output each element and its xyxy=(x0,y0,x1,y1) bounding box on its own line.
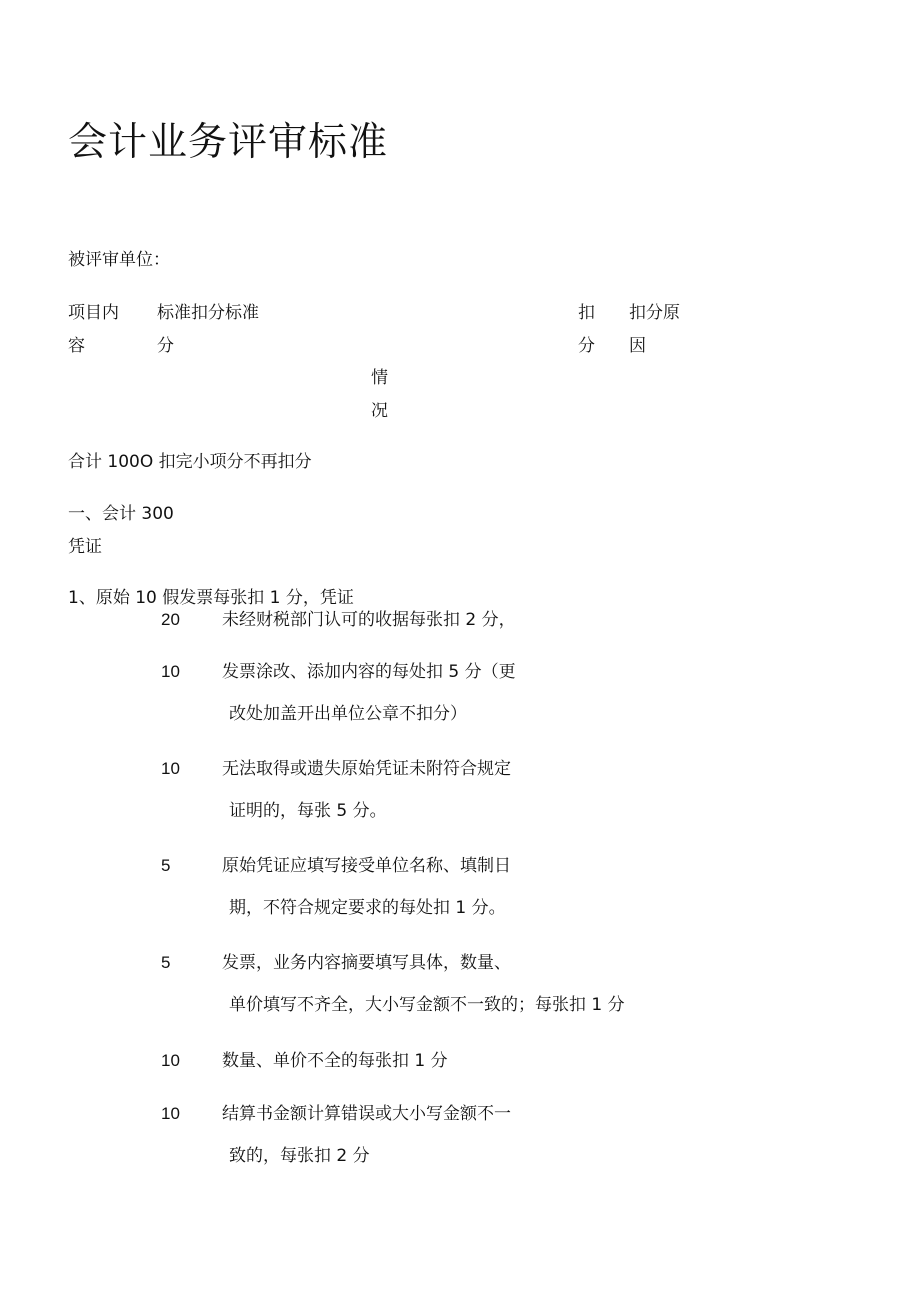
reviewed-unit-label: 被评审单位： xyxy=(68,250,170,270)
row-score: 10 xyxy=(161,1104,180,1123)
section-heading-line2: 凭证 xyxy=(68,537,102,557)
row-text: 数量、单价不全的每张扣 1 分 xyxy=(222,1051,448,1071)
row-text: 结算书金额计算错误或大小写金额不一 xyxy=(222,1104,511,1124)
header-deduct-line2: 分 xyxy=(578,336,595,356)
row-text: 发票涂改、添加内容的每处扣 5 分（更 xyxy=(222,662,516,682)
header-reason-line2: 因 xyxy=(629,336,646,356)
header-reason-line1: 扣分原 xyxy=(629,303,680,323)
header-situation-line1: 情 xyxy=(371,368,388,388)
row-text-continued: 期，不符合规定要求的每处扣 1 分。 xyxy=(229,898,506,918)
row-text-continued: 改处加盖开出单位公章不扣分） xyxy=(229,704,467,724)
row-score: 5 xyxy=(161,953,171,972)
row-score: 10 xyxy=(161,1051,180,1070)
row-text-continued: 单价填写不齐全，大小写金额不一致的；每张扣 1 分 xyxy=(229,995,625,1015)
row-score: 10 xyxy=(161,759,180,778)
header-standard-line1: 标准扣分标准 xyxy=(157,303,259,323)
header-standard-line2: 分 xyxy=(157,336,174,356)
row-text-continued: 致的，每张扣 2 分 xyxy=(229,1146,370,1166)
header-situation-line2: 况 xyxy=(371,401,388,421)
document-title: 会计业务评审标准 xyxy=(68,120,389,165)
row-score: 5 xyxy=(161,856,171,875)
row-text: 原始凭证应填写接受单位名称、填制日 xyxy=(222,856,511,876)
row-score: 10 xyxy=(161,662,180,681)
total-line: 合计 100O 扣完小项分不再扣分 xyxy=(68,452,312,472)
section-heading-line1: 一、会计 300 xyxy=(68,504,174,524)
row-text-continued: 证明的，每张 5 分。 xyxy=(229,801,387,821)
header-project-line2: 容 xyxy=(68,336,85,356)
row-text: 无法取得或遗失原始凭证未附符合规定 xyxy=(222,759,511,779)
item-1-line: 1、原始 10 假发票每张扣 1 分，凭证 xyxy=(68,588,354,608)
row-score: 20 xyxy=(161,610,180,629)
row-text: 未经财税部门认可的收据每张扣 2 分， xyxy=(222,610,516,630)
header-project-line1: 项目内 xyxy=(68,303,119,323)
row-text: 发票，业务内容摘要填写具体，数量、 xyxy=(222,953,511,973)
header-deduct-line1: 扣 xyxy=(578,303,595,323)
